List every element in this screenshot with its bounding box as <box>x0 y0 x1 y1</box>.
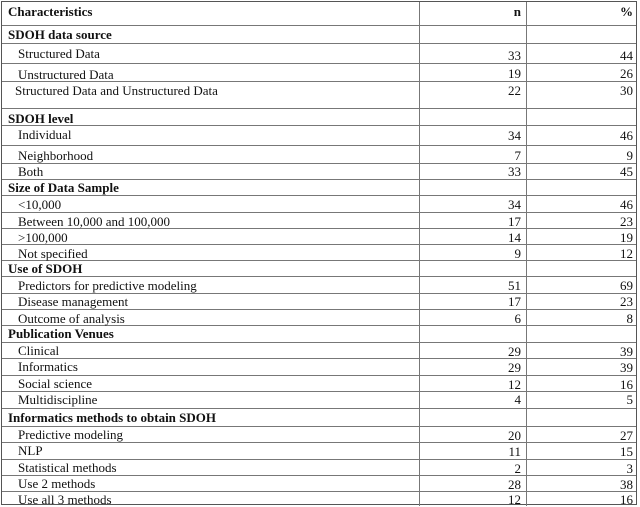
table-row <box>2 44 636 64</box>
row-label: Social science <box>18 376 92 391</box>
row-pct: 46 <box>620 197 633 212</box>
table-row <box>2 492 636 506</box>
row-pct: 8 <box>626 311 633 326</box>
row-n: 17 <box>508 214 521 229</box>
row-pct: 19 <box>620 230 633 245</box>
characteristics-table <box>1 1 637 505</box>
row-n: 9 <box>514 246 521 261</box>
row-pct: 15 <box>620 444 633 459</box>
table-row <box>2 310 636 326</box>
section-title: Informatics methods to obtain SDOH <box>2 409 420 426</box>
row-pct: 39 <box>620 344 633 359</box>
row-n: 51 <box>508 278 521 293</box>
table-row <box>2 277 636 294</box>
row-n: 33 <box>508 48 521 63</box>
row-n: 11 <box>508 444 521 459</box>
section-header-row <box>2 26 636 44</box>
table-row <box>2 245 636 261</box>
row-n: 14 <box>508 230 521 245</box>
table-row <box>2 476 636 492</box>
row-pct: 46 <box>620 128 633 143</box>
row-pct: 23 <box>620 214 633 229</box>
row-pct: 27 <box>620 428 633 443</box>
row-label: Use all 3 methods <box>18 492 112 507</box>
table-row <box>2 229 636 245</box>
row-n: 34 <box>508 197 521 212</box>
section-header-row <box>2 180 636 196</box>
row-n: 34 <box>508 128 521 143</box>
row-label: Neighborhood <box>18 148 94 163</box>
section-header-row <box>2 261 636 277</box>
table-row <box>2 443 636 460</box>
header-characteristics: Characteristics <box>2 2 420 25</box>
row-label: Between 10,000 and 100,000 <box>18 214 171 229</box>
row-pct: 12 <box>620 246 633 261</box>
row-label: Statistical methods <box>18 460 117 475</box>
row-pct: 44 <box>620 48 633 63</box>
table-row <box>2 196 636 213</box>
row-label: Structured Data and Unstructured Data <box>15 83 218 98</box>
row-label: Structured Data <box>18 46 100 61</box>
row-pct: 45 <box>620 164 633 179</box>
table-row <box>2 126 636 146</box>
row-pct: 5 <box>626 392 633 407</box>
row-pct: 30 <box>620 83 633 98</box>
section-header-row <box>2 109 636 126</box>
row-n: 19 <box>508 66 521 81</box>
table-row <box>2 82 636 109</box>
row-pct: 39 <box>620 360 633 375</box>
row-n: 4 <box>514 392 521 407</box>
row-n: 29 <box>508 360 521 375</box>
table-row <box>2 460 636 476</box>
row-label: Both <box>18 164 44 179</box>
section-title: Use of SDOH <box>2 261 420 276</box>
table-row <box>2 146 636 164</box>
row-label: <10,000 <box>18 197 62 212</box>
row-n: 22 <box>508 83 521 98</box>
row-label: >100,000 <box>18 230 68 245</box>
row-n: 17 <box>508 294 521 309</box>
row-pct: 69 <box>620 278 633 293</box>
row-label: Individual <box>18 127 72 142</box>
table-row <box>2 376 636 392</box>
table-row <box>2 164 636 180</box>
row-n: 20 <box>508 428 521 443</box>
row-label: Informatics <box>18 359 78 374</box>
row-n: 12 <box>508 492 521 507</box>
row-label: Disease management <box>18 294 129 309</box>
row-label: Outcome of analysis <box>18 311 125 326</box>
row-pct: 16 <box>620 492 633 507</box>
row-label: Not specified <box>18 246 88 261</box>
row-n: 7 <box>514 148 521 163</box>
row-label: Multidiscipline <box>18 392 98 407</box>
row-label: Use 2 methods <box>18 476 96 491</box>
section-header-row <box>2 409 636 427</box>
header-n: n <box>420 2 527 25</box>
row-pct: 9 <box>626 148 633 163</box>
row-label: Predictive modeling <box>18 427 124 442</box>
table-row <box>2 343 636 359</box>
row-pct: 23 <box>620 294 633 309</box>
table-row <box>2 359 636 376</box>
row-n: 12 <box>508 377 521 392</box>
header-percent: % <box>620 4 633 19</box>
section-title: SDOH data source <box>2 26 420 43</box>
table-header-row <box>2 2 636 26</box>
table-row <box>2 64 636 82</box>
row-pct: 16 <box>620 377 633 392</box>
row-label: Clinical <box>18 343 60 358</box>
row-pct: 38 <box>620 477 633 492</box>
row-n: 6 <box>514 311 521 326</box>
section-title: SDOH level <box>2 109 420 125</box>
section-header-row <box>2 326 636 343</box>
row-n: 28 <box>508 477 521 492</box>
table-row <box>2 392 636 409</box>
table-row <box>2 294 636 310</box>
section-title: Publication Venues <box>2 326 420 342</box>
row-n: 33 <box>508 164 521 179</box>
section-title: Size of Data Sample <box>2 180 420 195</box>
row-label: Unstructured Data <box>18 67 114 82</box>
row-pct: 26 <box>620 66 633 81</box>
table-row <box>2 213 636 229</box>
table-row <box>2 427 636 443</box>
row-n: 2 <box>514 461 521 476</box>
row-label: Predictors for predictive modeling <box>18 278 197 293</box>
row-label: NLP <box>18 443 43 458</box>
row-n: 29 <box>508 344 521 359</box>
row-pct: 3 <box>626 461 633 476</box>
